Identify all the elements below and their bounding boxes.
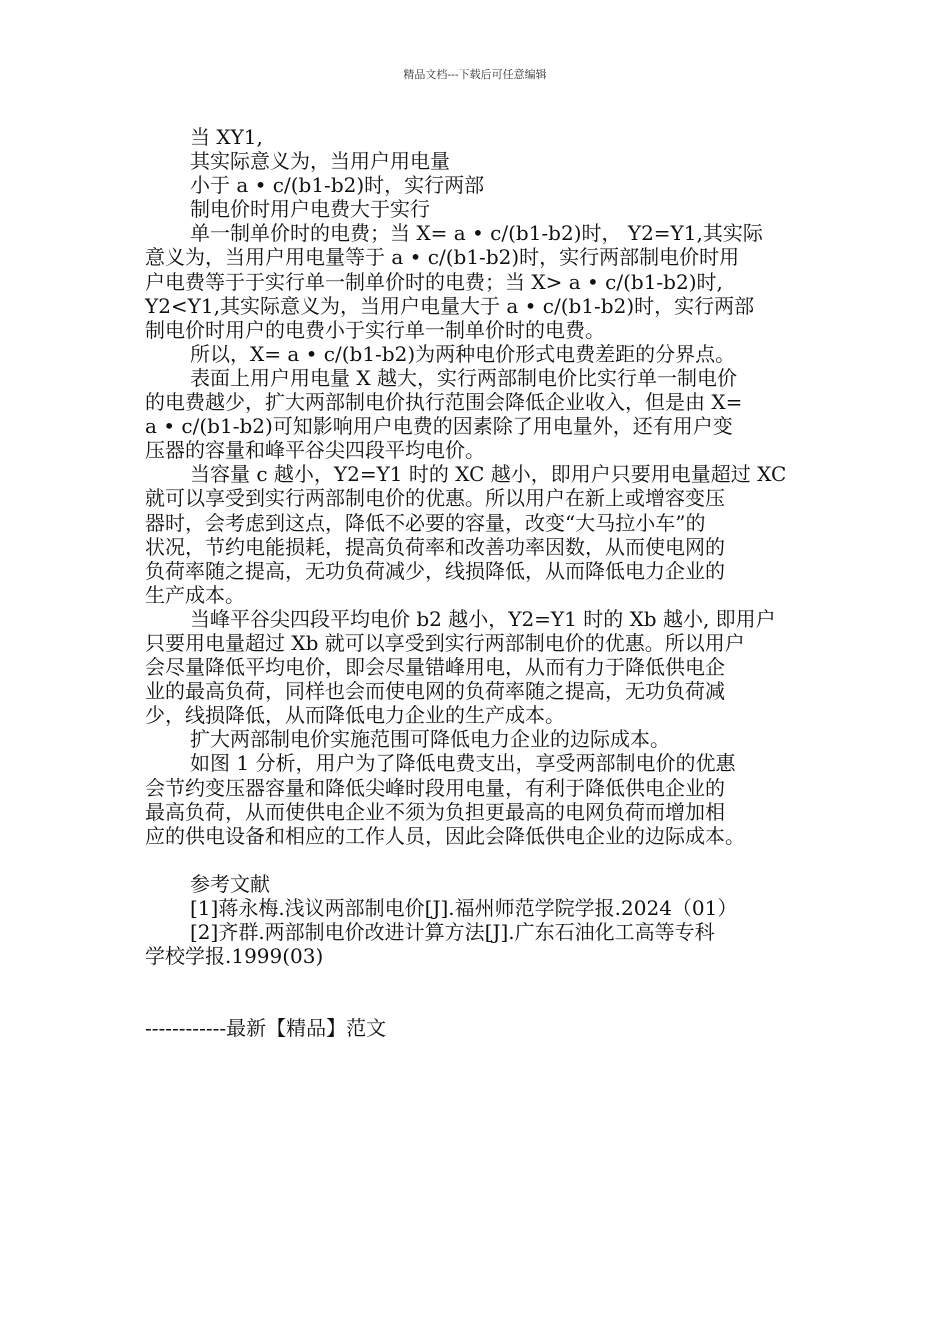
reference-item: [2]齐群.两部制电价改进计算方法[J].广东石油化工高等专科	[190, 920, 715, 945]
text-line: 最高负荷，从而使供电企业不须为负担更最高的电网负荷而增加相	[145, 799, 725, 824]
text-line: 制电价时用户电费大于实行	[190, 197, 430, 222]
text-line: Y2<Y1,其实际意义为，当用户电量大于 a • c/(b1-b2)时，实行两部	[145, 293, 755, 318]
text-line: 当容量 c 越小，Y2=Y1 时的 XC 越小，即用户只要用电量超过 XC	[190, 462, 787, 487]
document-body	[145, 125, 810, 1040]
page-header: 精品文档---下载后可任意编辑	[403, 68, 547, 81]
text-line: 当峰平谷尖四段平均电价 b2 越小，Y2=Y1 时的 Xb 越小, 即用户	[190, 606, 776, 631]
text-line: 会节约变压器容量和降低尖峰时段用电量，有利于降低供电企业的	[145, 775, 725, 800]
text-line: 少，线损降低，从而降低电力企业的生产成本。	[145, 703, 565, 728]
text-line: 如图 1 分析，用户为了降低电费支出，享受两部制电价的优惠	[190, 751, 736, 776]
text-line: 制电价时用户的电费小于实行单一制单价时的电费。	[145, 317, 605, 342]
text-line: a • c/(b1-b2)可知影响用户电费的因素除了用电量外，还有用户变	[145, 414, 733, 439]
text-line: 就可以享受到实行两部制电价的优惠。所以用户在新上或增容变压	[145, 486, 725, 511]
text-line: 压器的容量和峰平谷尖四段平均电价。	[145, 438, 485, 463]
references-title: 参考文献	[190, 871, 270, 896]
text-line: 表面上用户用电量 X 越大，实行两部制电价比实行单一制电价	[190, 365, 737, 390]
paragraph-gap	[145, 968, 810, 1016]
text-line: 只要用电量超过 Xb 就可以享受到实行两部制电价的优惠。所以用户	[145, 630, 745, 655]
paragraph-gap	[145, 848, 810, 872]
reference-item: 学校学报.1999(03)	[145, 944, 324, 969]
text-line: 器时，会考虑到这点，降低不必要的容量，改变“大马拉小车”的	[145, 510, 706, 535]
text-line: 负荷率随之提高，无功负荷减少，线损降低，从而降低电力企业的	[145, 558, 725, 583]
text-line: 应的供电设备和相应的工作人员，因此会降低供电企业的边际成本。	[145, 823, 745, 848]
page-footer: ------------最新【精品】范文	[145, 1016, 387, 1041]
text-line: 户电费等于于实行单一制单价时的电费；当 X> a • c/(b1-b2)时,	[145, 269, 723, 294]
text-line: 意义为，当用户用电量等于 a • c/(b1-b2)时，实行两部制电价时用	[145, 245, 740, 270]
text-line: 当 XY1,	[190, 125, 263, 149]
text-line: 所以，X= a • c/(b1-b2)为两种电价形式电费差距的分界点。	[190, 341, 736, 366]
text-line: 状况，节约电能损耗，提高负荷率和改善功率因数，从而使电网的	[145, 534, 725, 559]
text-line: 会尽量降低平均电价，即会尽量错峰用电，从而有力于降低供电企	[145, 655, 725, 680]
reference-item: [1]蒋永梅.浅议两部制电价[J].福州师范学院学报.2024（01）	[190, 896, 738, 920]
text-line: 生产成本。	[145, 582, 245, 607]
text-line: 其实际意义为，当用户用电量	[190, 149, 450, 174]
text-line: 扩大两部制电价实施范围可降低电力企业的边际成本。	[190, 727, 670, 752]
text-line: 小于 a • c/(b1-b2)时，实行两部	[190, 173, 485, 198]
text-line: 业的最高负荷，同样也会而使电网的负荷率随之提高，无功负荷减	[145, 679, 725, 704]
text-line: 单一制单价时的电费；当 X= a • c/(b1-b2)时， Y2=Y1,其实际	[190, 221, 763, 246]
text-line: 的电费越少，扩大两部制电价执行范围会降低企业收入，但是由 X=	[145, 390, 743, 415]
